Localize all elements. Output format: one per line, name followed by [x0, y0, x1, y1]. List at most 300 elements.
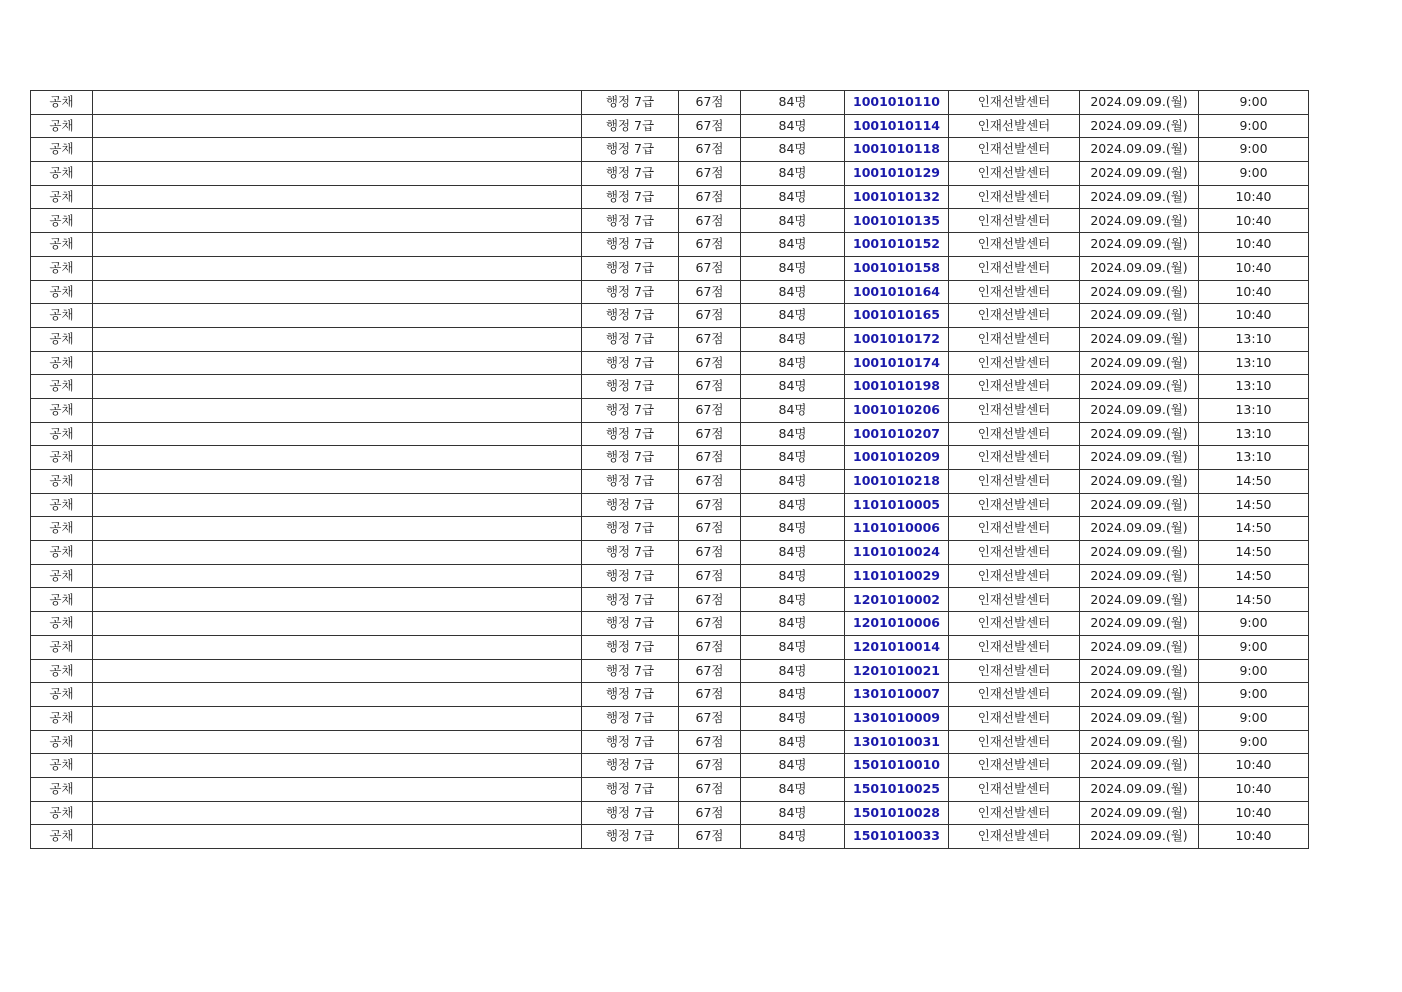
headcount-cell: 84명	[741, 706, 845, 730]
venue-cell: 인재선발센터	[949, 351, 1080, 375]
hiring-type-cell: 공채	[31, 612, 93, 636]
headcount-cell: 84명	[741, 422, 845, 446]
venue-cell: 인재선발센터	[949, 493, 1080, 517]
cutoff-score-cell: 67점	[679, 706, 741, 730]
exam-date-cell: 2024.09.09.(월)	[1080, 777, 1199, 801]
applicant-id-cell: 1101010006	[845, 517, 949, 541]
table-row	[31, 493, 1309, 517]
table-row	[31, 209, 1309, 233]
name-cell	[93, 162, 582, 186]
name-cell	[93, 91, 582, 115]
exam-date-cell: 2024.09.09.(월)	[1080, 470, 1199, 494]
applicant-id-cell: 1201010002	[845, 588, 949, 612]
exam-time-cell: 9:00	[1199, 138, 1309, 162]
name-cell	[93, 612, 582, 636]
job-grade-cell: 행정 7급	[582, 801, 679, 825]
name-cell	[93, 730, 582, 754]
table-row	[31, 659, 1309, 683]
applicant-id-cell: 1501010025	[845, 777, 949, 801]
hiring-type-cell: 공채	[31, 493, 93, 517]
cutoff-score-cell: 67점	[679, 517, 741, 541]
exam-date-cell: 2024.09.09.(월)	[1080, 114, 1199, 138]
exam-date-cell: 2024.09.09.(월)	[1080, 446, 1199, 470]
headcount-cell: 84명	[741, 304, 845, 328]
cutoff-score-cell: 67점	[679, 754, 741, 778]
applicant-id-cell: 1001010114	[845, 114, 949, 138]
venue-cell: 인재선발센터	[949, 683, 1080, 707]
applicant-id-cell: 1101010024	[845, 541, 949, 565]
headcount-cell: 84명	[741, 493, 845, 517]
table-row	[31, 162, 1309, 186]
cutoff-score-cell: 67점	[679, 398, 741, 422]
name-cell	[93, 351, 582, 375]
applicant-id-cell: 1001010152	[845, 233, 949, 257]
hiring-type-cell: 공채	[31, 754, 93, 778]
exam-date-cell: 2024.09.09.(월)	[1080, 659, 1199, 683]
table-row	[31, 422, 1309, 446]
applicant-id-cell: 1001010206	[845, 398, 949, 422]
table-row	[31, 327, 1309, 351]
exam-time-cell: 10:40	[1199, 304, 1309, 328]
applicant-id-cell: 1001010118	[845, 138, 949, 162]
table-row	[31, 280, 1309, 304]
venue-cell: 인재선발센터	[949, 114, 1080, 138]
applicant-id-cell: 1001010207	[845, 422, 949, 446]
hiring-type-cell: 공채	[31, 185, 93, 209]
exam-time-cell: 10:40	[1199, 233, 1309, 257]
exam-date-cell: 2024.09.09.(월)	[1080, 517, 1199, 541]
exam-date-cell: 2024.09.09.(월)	[1080, 233, 1199, 257]
roster-table	[30, 90, 1309, 849]
hiring-type-cell: 공채	[31, 659, 93, 683]
exam-date-cell: 2024.09.09.(월)	[1080, 730, 1199, 754]
venue-cell: 인재선발센터	[949, 209, 1080, 233]
headcount-cell: 84명	[741, 564, 845, 588]
name-cell	[93, 635, 582, 659]
exam-time-cell: 9:00	[1199, 612, 1309, 636]
job-grade-cell: 행정 7급	[582, 706, 679, 730]
job-grade-cell: 행정 7급	[582, 517, 679, 541]
hiring-type-cell: 공채	[31, 564, 93, 588]
exam-time-cell: 9:00	[1199, 683, 1309, 707]
name-cell	[93, 398, 582, 422]
exam-time-cell: 14:50	[1199, 470, 1309, 494]
table-row	[31, 541, 1309, 565]
exam-time-cell: 14:50	[1199, 564, 1309, 588]
table-row	[31, 446, 1309, 470]
venue-cell: 인재선발센터	[949, 304, 1080, 328]
headcount-cell: 84명	[741, 233, 845, 257]
cutoff-score-cell: 67점	[679, 470, 741, 494]
hiring-type-cell: 공채	[31, 351, 93, 375]
hiring-type-cell: 공채	[31, 801, 93, 825]
name-cell	[93, 446, 582, 470]
cutoff-score-cell: 67점	[679, 233, 741, 257]
job-grade-cell: 행정 7급	[582, 398, 679, 422]
exam-time-cell: 13:10	[1199, 327, 1309, 351]
cutoff-score-cell: 67점	[679, 588, 741, 612]
exam-time-cell: 9:00	[1199, 91, 1309, 115]
exam-date-cell: 2024.09.09.(월)	[1080, 304, 1199, 328]
hiring-type-cell: 공채	[31, 398, 93, 422]
job-grade-cell: 행정 7급	[582, 730, 679, 754]
name-cell	[93, 233, 582, 257]
job-grade-cell: 행정 7급	[582, 825, 679, 849]
exam-time-cell: 10:40	[1199, 256, 1309, 280]
table-row	[31, 114, 1309, 138]
job-grade-cell: 행정 7급	[582, 683, 679, 707]
exam-date-cell: 2024.09.09.(월)	[1080, 541, 1199, 565]
name-cell	[93, 825, 582, 849]
table-row	[31, 351, 1309, 375]
name-cell	[93, 422, 582, 446]
exam-time-cell: 13:10	[1199, 422, 1309, 446]
job-grade-cell: 행정 7급	[582, 351, 679, 375]
job-grade-cell: 행정 7급	[582, 659, 679, 683]
table-row	[31, 801, 1309, 825]
venue-cell: 인재선발센터	[949, 659, 1080, 683]
venue-cell: 인재선발센터	[949, 138, 1080, 162]
name-cell	[93, 280, 582, 304]
venue-cell: 인재선발센터	[949, 422, 1080, 446]
hiring-type-cell: 공채	[31, 635, 93, 659]
job-grade-cell: 행정 7급	[582, 493, 679, 517]
cutoff-score-cell: 67점	[679, 612, 741, 636]
hiring-type-cell: 공채	[31, 256, 93, 280]
hiring-type-cell: 공채	[31, 375, 93, 399]
exam-date-cell: 2024.09.09.(월)	[1080, 683, 1199, 707]
exam-date-cell: 2024.09.09.(월)	[1080, 91, 1199, 115]
exam-time-cell: 9:00	[1199, 635, 1309, 659]
exam-date-cell: 2024.09.09.(월)	[1080, 256, 1199, 280]
cutoff-score-cell: 67점	[679, 91, 741, 115]
applicant-id-cell: 1001010129	[845, 162, 949, 186]
name-cell	[93, 470, 582, 494]
roster-body	[31, 91, 1309, 849]
applicant-id-cell: 1201010021	[845, 659, 949, 683]
headcount-cell: 84명	[741, 185, 845, 209]
venue-cell: 인재선발센터	[949, 541, 1080, 565]
job-grade-cell: 행정 7급	[582, 209, 679, 233]
cutoff-score-cell: 67점	[679, 114, 741, 138]
headcount-cell: 84명	[741, 351, 845, 375]
name-cell	[93, 541, 582, 565]
name-cell	[93, 706, 582, 730]
applicant-id-cell: 1301010009	[845, 706, 949, 730]
exam-time-cell: 10:40	[1199, 280, 1309, 304]
exam-time-cell: 9:00	[1199, 659, 1309, 683]
hiring-type-cell: 공채	[31, 138, 93, 162]
exam-date-cell: 2024.09.09.(월)	[1080, 351, 1199, 375]
headcount-cell: 84명	[741, 375, 845, 399]
exam-time-cell: 13:10	[1199, 446, 1309, 470]
exam-time-cell: 9:00	[1199, 730, 1309, 754]
exam-date-cell: 2024.09.09.(월)	[1080, 375, 1199, 399]
table-row	[31, 777, 1309, 801]
exam-time-cell: 9:00	[1199, 706, 1309, 730]
exam-time-cell: 10:40	[1199, 777, 1309, 801]
headcount-cell: 84명	[741, 209, 845, 233]
table-row	[31, 138, 1309, 162]
cutoff-score-cell: 67점	[679, 564, 741, 588]
exam-time-cell: 14:50	[1199, 588, 1309, 612]
venue-cell: 인재선발센터	[949, 185, 1080, 209]
job-grade-cell: 행정 7급	[582, 446, 679, 470]
cutoff-score-cell: 67점	[679, 635, 741, 659]
hiring-type-cell: 공채	[31, 683, 93, 707]
venue-cell: 인재선발센터	[949, 375, 1080, 399]
table-row	[31, 256, 1309, 280]
hiring-type-cell: 공채	[31, 517, 93, 541]
exam-date-cell: 2024.09.09.(월)	[1080, 564, 1199, 588]
venue-cell: 인재선발센터	[949, 517, 1080, 541]
name-cell	[93, 801, 582, 825]
table-row	[31, 825, 1309, 849]
cutoff-score-cell: 67점	[679, 730, 741, 754]
applicant-id-cell: 1201010006	[845, 612, 949, 636]
table-row	[31, 470, 1309, 494]
headcount-cell: 84명	[741, 635, 845, 659]
applicant-id-cell: 1501010033	[845, 825, 949, 849]
table-row	[31, 185, 1309, 209]
job-grade-cell: 행정 7급	[582, 138, 679, 162]
exam-time-cell: 10:40	[1199, 754, 1309, 778]
headcount-cell: 84명	[741, 470, 845, 494]
cutoff-score-cell: 67점	[679, 659, 741, 683]
job-grade-cell: 행정 7급	[582, 541, 679, 565]
name-cell	[93, 493, 582, 517]
headcount-cell: 84명	[741, 825, 845, 849]
hiring-type-cell: 공채	[31, 588, 93, 612]
cutoff-score-cell: 67점	[679, 801, 741, 825]
cutoff-score-cell: 67점	[679, 304, 741, 328]
headcount-cell: 84명	[741, 777, 845, 801]
name-cell	[93, 517, 582, 541]
hiring-type-cell: 공채	[31, 114, 93, 138]
venue-cell: 인재선발센터	[949, 327, 1080, 351]
exam-date-cell: 2024.09.09.(월)	[1080, 209, 1199, 233]
headcount-cell: 84명	[741, 683, 845, 707]
exam-date-cell: 2024.09.09.(월)	[1080, 422, 1199, 446]
name-cell	[93, 754, 582, 778]
cutoff-score-cell: 67점	[679, 327, 741, 351]
venue-cell: 인재선발센터	[949, 91, 1080, 115]
exam-time-cell: 13:10	[1199, 398, 1309, 422]
table-row	[31, 233, 1309, 257]
job-grade-cell: 행정 7급	[582, 304, 679, 328]
name-cell	[93, 375, 582, 399]
applicant-id-cell: 1001010165	[845, 304, 949, 328]
headcount-cell: 84명	[741, 256, 845, 280]
exam-time-cell: 10:40	[1199, 825, 1309, 849]
hiring-type-cell: 공채	[31, 541, 93, 565]
headcount-cell: 84명	[741, 730, 845, 754]
hiring-type-cell: 공채	[31, 304, 93, 328]
job-grade-cell: 행정 7급	[582, 754, 679, 778]
name-cell	[93, 138, 582, 162]
exam-date-cell: 2024.09.09.(월)	[1080, 801, 1199, 825]
cutoff-score-cell: 67점	[679, 280, 741, 304]
table-row	[31, 91, 1309, 115]
headcount-cell: 84명	[741, 517, 845, 541]
applicant-id-cell: 1301010031	[845, 730, 949, 754]
job-grade-cell: 행정 7급	[582, 185, 679, 209]
name-cell	[93, 327, 582, 351]
headcount-cell: 84명	[741, 327, 845, 351]
exam-date-cell: 2024.09.09.(월)	[1080, 612, 1199, 636]
venue-cell: 인재선발센터	[949, 256, 1080, 280]
applicant-id-cell: 1101010005	[845, 493, 949, 517]
venue-cell: 인재선발센터	[949, 706, 1080, 730]
exam-time-cell: 10:40	[1199, 185, 1309, 209]
hiring-type-cell: 공채	[31, 280, 93, 304]
table-row	[31, 706, 1309, 730]
exam-time-cell: 14:50	[1199, 541, 1309, 565]
name-cell	[93, 209, 582, 233]
job-grade-cell: 행정 7급	[582, 635, 679, 659]
exam-time-cell: 10:40	[1199, 209, 1309, 233]
name-cell	[93, 185, 582, 209]
cutoff-score-cell: 67점	[679, 209, 741, 233]
applicant-id-cell: 1001010174	[845, 351, 949, 375]
cutoff-score-cell: 67점	[679, 493, 741, 517]
headcount-cell: 84명	[741, 612, 845, 636]
applicant-id-cell: 1001010110	[845, 91, 949, 115]
hiring-type-cell: 공채	[31, 706, 93, 730]
exam-date-cell: 2024.09.09.(월)	[1080, 635, 1199, 659]
hiring-type-cell: 공채	[31, 209, 93, 233]
hiring-type-cell: 공채	[31, 327, 93, 351]
table-row	[31, 754, 1309, 778]
job-grade-cell: 행정 7급	[582, 777, 679, 801]
cutoff-score-cell: 67점	[679, 138, 741, 162]
cutoff-score-cell: 67점	[679, 256, 741, 280]
headcount-cell: 84명	[741, 659, 845, 683]
cutoff-score-cell: 67점	[679, 422, 741, 446]
headcount-cell: 84명	[741, 114, 845, 138]
table-row	[31, 304, 1309, 328]
venue-cell: 인재선발센터	[949, 612, 1080, 636]
applicant-id-cell: 1001010198	[845, 375, 949, 399]
exam-date-cell: 2024.09.09.(월)	[1080, 754, 1199, 778]
venue-cell: 인재선발센터	[949, 162, 1080, 186]
job-grade-cell: 행정 7급	[582, 114, 679, 138]
hiring-type-cell: 공채	[31, 91, 93, 115]
exam-time-cell: 13:10	[1199, 375, 1309, 399]
headcount-cell: 84명	[741, 162, 845, 186]
venue-cell: 인재선발센터	[949, 777, 1080, 801]
headcount-cell: 84명	[741, 91, 845, 115]
applicant-id-cell: 1001010132	[845, 185, 949, 209]
table-row	[31, 635, 1309, 659]
headcount-cell: 84명	[741, 588, 845, 612]
applicant-id-cell: 1001010135	[845, 209, 949, 233]
exam-date-cell: 2024.09.09.(월)	[1080, 138, 1199, 162]
table-row	[31, 588, 1309, 612]
job-grade-cell: 행정 7급	[582, 422, 679, 446]
hiring-type-cell: 공채	[31, 730, 93, 754]
applicant-id-cell: 1201010014	[845, 635, 949, 659]
job-grade-cell: 행정 7급	[582, 162, 679, 186]
job-grade-cell: 행정 7급	[582, 588, 679, 612]
applicant-id-cell: 1001010172	[845, 327, 949, 351]
venue-cell: 인재선발센터	[949, 730, 1080, 754]
headcount-cell: 84명	[741, 754, 845, 778]
venue-cell: 인재선발센터	[949, 233, 1080, 257]
applicant-id-cell: 1301010007	[845, 683, 949, 707]
applicant-id-cell: 1001010164	[845, 280, 949, 304]
name-cell	[93, 114, 582, 138]
headcount-cell: 84명	[741, 138, 845, 162]
applicant-id-cell: 1501010028	[845, 801, 949, 825]
hiring-type-cell: 공채	[31, 422, 93, 446]
exam-time-cell: 9:00	[1199, 162, 1309, 186]
cutoff-score-cell: 67점	[679, 351, 741, 375]
name-cell	[93, 564, 582, 588]
applicant-id-cell: 1501010010	[845, 754, 949, 778]
venue-cell: 인재선발센터	[949, 754, 1080, 778]
cutoff-score-cell: 67점	[679, 446, 741, 470]
headcount-cell: 84명	[741, 446, 845, 470]
hiring-type-cell: 공채	[31, 162, 93, 186]
exam-date-cell: 2024.09.09.(월)	[1080, 588, 1199, 612]
name-cell	[93, 256, 582, 280]
cutoff-score-cell: 67점	[679, 541, 741, 565]
name-cell	[93, 659, 582, 683]
applicant-id-cell: 1001010218	[845, 470, 949, 494]
name-cell	[93, 777, 582, 801]
venue-cell: 인재선발센터	[949, 470, 1080, 494]
cutoff-score-cell: 67점	[679, 185, 741, 209]
cutoff-score-cell: 67점	[679, 375, 741, 399]
cutoff-score-cell: 67점	[679, 777, 741, 801]
exam-date-cell: 2024.09.09.(월)	[1080, 825, 1199, 849]
venue-cell: 인재선발센터	[949, 398, 1080, 422]
job-grade-cell: 행정 7급	[582, 233, 679, 257]
job-grade-cell: 행정 7급	[582, 564, 679, 588]
job-grade-cell: 행정 7급	[582, 470, 679, 494]
applicant-id-cell: 1101010029	[845, 564, 949, 588]
applicant-id-cell: 1001010209	[845, 446, 949, 470]
venue-cell: 인재선발센터	[949, 564, 1080, 588]
venue-cell: 인재선발센터	[949, 280, 1080, 304]
job-grade-cell: 행정 7급	[582, 375, 679, 399]
hiring-type-cell: 공채	[31, 233, 93, 257]
exam-date-cell: 2024.09.09.(월)	[1080, 493, 1199, 517]
hiring-type-cell: 공채	[31, 777, 93, 801]
job-grade-cell: 행정 7급	[582, 256, 679, 280]
table-row	[31, 398, 1309, 422]
cutoff-score-cell: 67점	[679, 825, 741, 849]
exam-time-cell: 13:10	[1199, 351, 1309, 375]
venue-cell: 인재선발센터	[949, 825, 1080, 849]
venue-cell: 인재선발센터	[949, 588, 1080, 612]
exam-time-cell: 9:00	[1199, 114, 1309, 138]
exam-date-cell: 2024.09.09.(월)	[1080, 327, 1199, 351]
headcount-cell: 84명	[741, 398, 845, 422]
name-cell	[93, 304, 582, 328]
exam-time-cell: 14:50	[1199, 517, 1309, 541]
hiring-type-cell: 공채	[31, 470, 93, 494]
venue-cell: 인재선발센터	[949, 801, 1080, 825]
exam-time-cell: 14:50	[1199, 493, 1309, 517]
table-row	[31, 375, 1309, 399]
name-cell	[93, 683, 582, 707]
hiring-type-cell: 공채	[31, 446, 93, 470]
name-cell	[93, 588, 582, 612]
exam-date-cell: 2024.09.09.(월)	[1080, 162, 1199, 186]
headcount-cell: 84명	[741, 541, 845, 565]
